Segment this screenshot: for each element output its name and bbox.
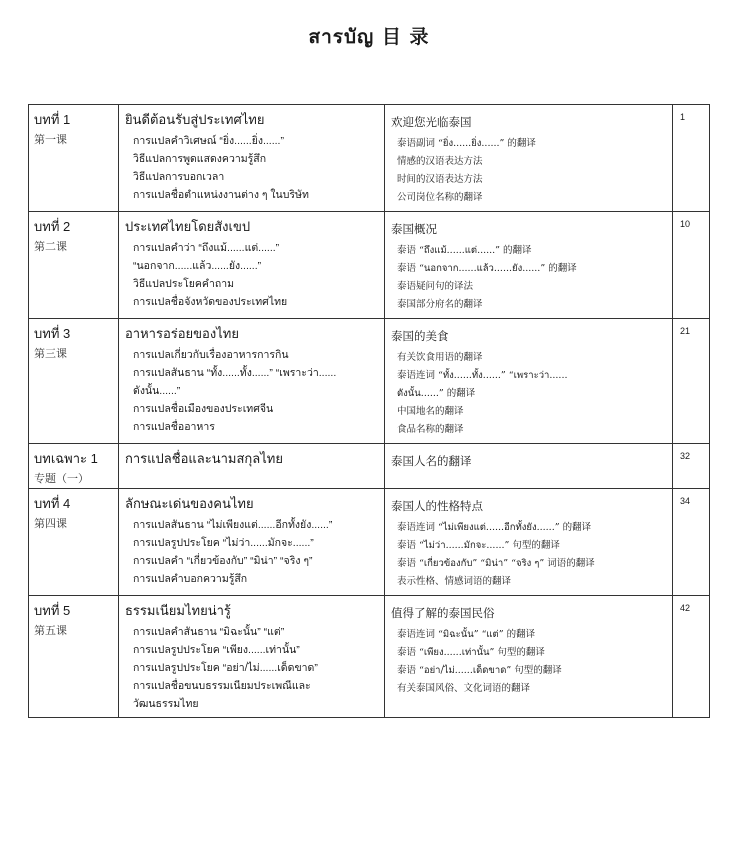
thai-content-cell xyxy=(119,489,385,596)
toc-body xyxy=(29,105,710,718)
chinese-topic-item: 时间的汉语表达方法 xyxy=(397,174,483,185)
chinese-topic-item: 有关泰国风俗、文化词语的翻译 xyxy=(397,683,531,694)
chinese-lesson-title: 泰国概况 xyxy=(391,222,437,236)
thai-topic-item: วิธีแปลประโยคคำถาม xyxy=(133,278,235,290)
page-number-cell xyxy=(673,596,710,718)
page-number: 34 xyxy=(680,496,691,506)
thai-topic-item: วิธีแปลการพูดแสดงความรู้สึก xyxy=(133,153,267,165)
toc-row xyxy=(29,319,710,444)
thai-topic-item: การแปลรูปประโยค “อย่า/ไม่......เด็ดขาด” xyxy=(133,662,318,674)
chinese-topic-item: 中国地名的翻译 xyxy=(397,406,464,417)
chinese-topic-item: 泰语连词 “ทั้ง......ทั้ง......” “เพราะว่า...... xyxy=(397,370,568,381)
chinese-lesson-title: 泰国人的性格特点 xyxy=(391,499,483,513)
chinese-topic-item: 有关饮食用语的翻译 xyxy=(397,352,483,363)
page-number: 1 xyxy=(680,112,686,122)
chinese-topic-item: 泰语连词 “มิฉะนั้น” “แต่” 的翻译 xyxy=(397,629,536,640)
lesson-cell xyxy=(29,105,119,212)
lesson-cell xyxy=(29,444,119,489)
chinese-topic-item: 泰语 “ถึงแม้......แต่......” 的翻译 xyxy=(397,245,532,256)
thai-topic-item: การแปลเกี่ยวกับเรื่องอาหารการกิน xyxy=(133,349,289,361)
thai-topic-item: วัฒนธรรมไทย xyxy=(133,698,199,710)
toc-row xyxy=(29,105,710,212)
lesson-number-zh: 第三课 xyxy=(34,347,67,360)
thai-lesson-title: ประเทศไทยโดยสังเขป xyxy=(125,219,251,234)
page-number: 42 xyxy=(680,603,691,613)
chinese-topic-item: 情感的汉语表达方法 xyxy=(397,156,483,167)
thai-topic-item: การแปลชื่อขนบธรรมเนียมประเพณีและ xyxy=(133,680,311,692)
lesson-cell xyxy=(29,489,119,596)
thai-topic-item: การแปลคำว่า “ถึงแม้......แต่......” xyxy=(133,242,280,254)
page-number-cell xyxy=(673,212,710,319)
thai-lesson-title: ยินดีต้อนรับสู่ประเทศไทย xyxy=(125,112,265,127)
chinese-content-cell xyxy=(385,596,673,718)
chinese-lesson-title: 泰国的美食 xyxy=(391,329,449,343)
chinese-topic-item: 泰语副词 “ยิ่ง......ยิ่ง......” 的翻译 xyxy=(397,138,536,149)
chinese-content-cell xyxy=(385,489,673,596)
thai-topic-item: การแปลชื่อตำแหน่งงานต่าง ๆ ในบริษัท xyxy=(133,189,309,201)
table-of-contents xyxy=(28,104,710,718)
page-number-cell xyxy=(673,444,710,489)
thai-topic-item: วิธีแปลการบอกเวลา xyxy=(133,171,225,183)
page-title: สารบัญ 目 录 xyxy=(308,26,430,48)
thai-content-cell xyxy=(119,212,385,319)
lesson-number: บทที่ 5 xyxy=(34,603,71,618)
lesson-number: บทเฉพาะ 1 xyxy=(34,451,98,466)
page-number-cell xyxy=(673,489,710,596)
thai-content-cell xyxy=(119,105,385,212)
chinese-content-cell xyxy=(385,105,673,212)
chinese-lesson-title: 值得了解的泰国民俗 xyxy=(391,606,495,620)
thai-topic-item: การแปลสันธาน “ทั้ง......ทั้ง......” “เพราะว่า...... xyxy=(133,367,337,379)
chinese-content-cell xyxy=(385,212,673,319)
chinese-topic-item: 泰语 “ไม่ว่า......มักจะ......” 句型的翻译 xyxy=(397,540,560,551)
lesson-number-zh: 第二课 xyxy=(34,240,67,253)
thai-topic-item: การแปลคำวิเศษณ์ “ยิ่ง......ยิ่ง......” xyxy=(133,135,284,147)
thai-topic-item: การแปลคำบอกความรู้สึก xyxy=(133,573,248,585)
toc-row xyxy=(29,444,710,489)
lesson-number: บทที่ 2 xyxy=(34,219,71,234)
lesson-number-zh: 专题（一） xyxy=(34,472,89,485)
chinese-topic-item: 泰语 “นอกจาก......แล้ว......ยัง......” 的翻译 xyxy=(397,263,577,274)
chinese-content-cell xyxy=(385,444,673,489)
thai-lesson-title: การแปลชื่อและนามสกุลไทย xyxy=(125,451,283,466)
lesson-cell xyxy=(29,596,119,718)
toc-row xyxy=(29,489,710,596)
chinese-topic-item: 泰语 “อย่า/ไม่......เด็ดขาด” 句型的翻译 xyxy=(397,665,562,676)
thai-topic-item: การแปลคำ “เกี่ยวข้องกับ” “มิน่า” “จริง ๆ” xyxy=(133,555,313,567)
thai-topic-item: ดังนั้น......” xyxy=(133,385,181,397)
chinese-content-cell xyxy=(385,319,673,444)
chinese-topic-item: 泰语疑问句的译法 xyxy=(397,281,474,292)
chinese-topic-item: 泰语连词 “ไม่เพียงแต่......อีกทั้งยัง......” 的翻译 xyxy=(397,522,592,533)
lesson-number-zh: 第五课 xyxy=(34,624,67,637)
chinese-topic-item: 食品名称的翻译 xyxy=(397,424,464,435)
lesson-number: บทที่ 4 xyxy=(34,496,71,511)
thai-topic-item: การแปลรูปประโยค “เพียง......เท่านั้น” xyxy=(133,644,300,656)
thai-content-cell xyxy=(119,319,385,444)
thai-topic-item: การแปลชื่อเมืองของประเทศจีน xyxy=(133,403,274,415)
thai-topic-item: การแปลคำสันธาน “มิฉะนั้น” “แต่” xyxy=(133,626,285,638)
lesson-number-zh: 第一课 xyxy=(34,133,67,146)
chinese-topic-item: 泰语 “เพียง......เท่านั้น” 句型的翻译 xyxy=(397,647,545,658)
page-number-cell xyxy=(673,105,710,212)
chinese-topic-item: 表示性格、情感词语的翻译 xyxy=(397,576,512,587)
thai-topic-item: การแปลชื่อจังหวัดของประเทศไทย xyxy=(133,296,288,308)
thai-content-cell xyxy=(119,444,385,489)
toc-row xyxy=(29,596,710,718)
page-number: 21 xyxy=(680,326,691,336)
page-number: 10 xyxy=(680,219,691,229)
page-number: 32 xyxy=(680,451,691,461)
thai-content-cell xyxy=(119,596,385,718)
lesson-number: บทที่ 1 xyxy=(34,112,71,127)
thai-topic-item: การแปลชื่ออาหาร xyxy=(133,421,215,433)
lesson-cell xyxy=(29,319,119,444)
thai-lesson-title: ลักษณะเด่นของคนไทย xyxy=(125,496,254,511)
chinese-lesson-title: 欢迎您光临泰国 xyxy=(391,115,472,129)
chinese-lesson-title: 泰国人名的翻译 xyxy=(391,454,472,468)
chinese-topic-item: 公司岗位名称的翻译 xyxy=(397,192,483,203)
chinese-topic-item: 泰国部分府名的翻译 xyxy=(397,299,483,310)
page-number-cell xyxy=(673,319,710,444)
thai-topic-item: การแปลรูปประโยค “ไม่ว่า......มักจะ......” xyxy=(133,537,314,549)
lesson-number-zh: 第四课 xyxy=(34,517,67,530)
thai-lesson-title: ธรรมเนียมไทยน่ารู้ xyxy=(125,603,231,618)
chinese-topic-item: 泰语 “เกี่ยวข้องกับ” “มิน่า” “จริง ๆ” 词语的翻译 xyxy=(397,558,595,569)
thai-topic-item: “นอกจาก......แล้ว......ยัง......” xyxy=(133,260,262,272)
thai-topic-item: การแปลสันธาน “ไม่เพียงแต่......อีกทั้งยัง......” xyxy=(133,519,333,531)
toc-row xyxy=(29,212,710,319)
chinese-topic-item: ดังนั้น......” 的翻译 xyxy=(397,388,476,399)
lesson-number: บทที่ 3 xyxy=(34,326,71,341)
lesson-cell xyxy=(29,212,119,319)
thai-lesson-title: อาหารอร่อยของไทย xyxy=(125,326,239,341)
